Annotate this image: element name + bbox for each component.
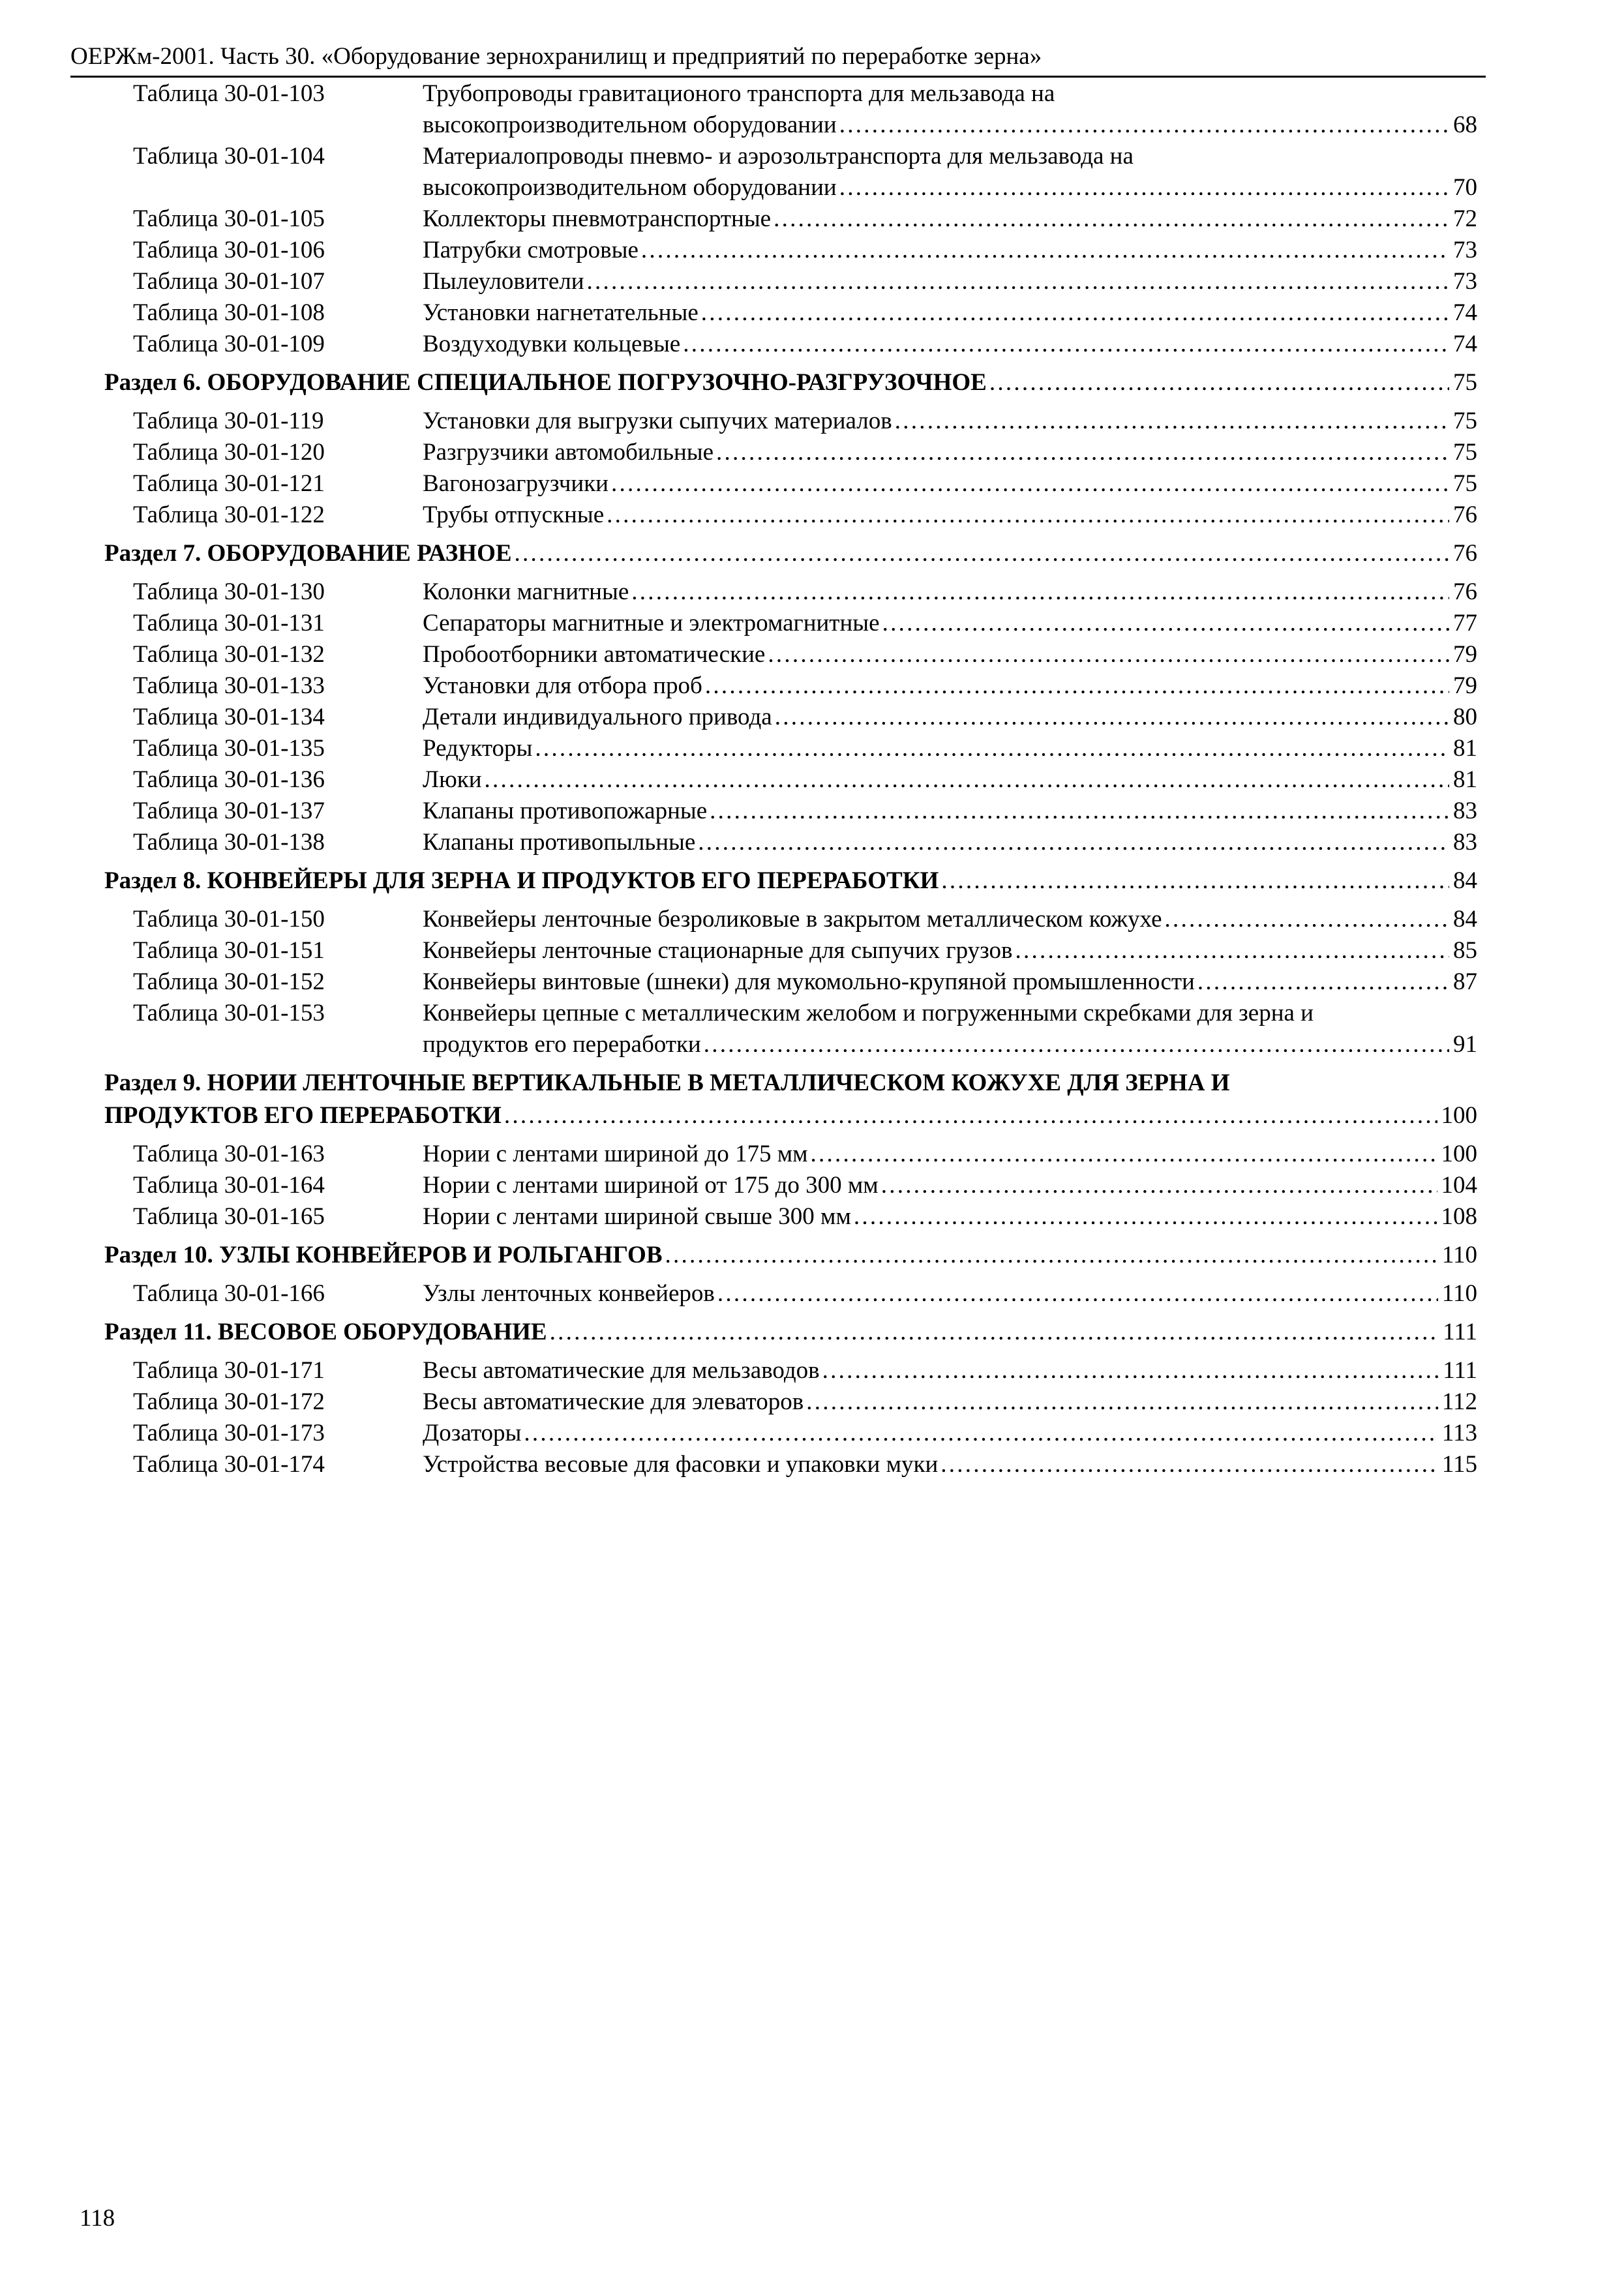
toc-entry-title-line: Воздуходувки кольцевые — [423, 331, 681, 357]
toc-table-label: Таблица 30-01-165 — [133, 1203, 325, 1230]
dot-leader — [882, 608, 1449, 639]
toc-entry[interactable] — [0, 702, 1624, 733]
toc-entry[interactable] — [0, 1170, 1624, 1201]
toc-table-label: Таблица 30-01-105 — [133, 205, 325, 232]
toc-page-ref: 74 — [1453, 299, 1477, 326]
dot-leader — [717, 1278, 1438, 1309]
toc-page-ref: 110 — [1441, 1242, 1477, 1268]
toc-entry-title-line: Весы автоматические для элеваторов — [423, 1388, 804, 1415]
dot-leader — [504, 1100, 1437, 1132]
running-header: ОЕРЖм-2001. Часть 30. «Оборудование зернохранилищ и предприятий по переработке зерна» — [70, 38, 1486, 78]
toc-section-title-line: Раздел 11. ВЕСОВОЕ ОБОРУДОВАНИЕ — [104, 1319, 547, 1345]
toc-entry[interactable] — [0, 297, 1624, 329]
toc-entry-title-line: Трубы отпускные — [423, 501, 605, 528]
toc-table-label: Таблица 30-01-132 — [133, 641, 325, 668]
toc-table-label: Таблица 30-01-163 — [133, 1141, 325, 1167]
toc-page-ref: 85 — [1453, 937, 1477, 964]
toc-section-heading[interactable] — [104, 865, 1477, 897]
toc-table-label: Таблица 30-01-137 — [133, 798, 325, 824]
toc-page-ref: 74 — [1453, 331, 1477, 357]
toc-table-label: Таблица 30-01-164 — [133, 1172, 325, 1199]
toc-page-ref: 81 — [1453, 735, 1477, 762]
toc-entry[interactable] — [0, 639, 1624, 670]
toc-entry[interactable] — [0, 576, 1624, 608]
toc-entry-title-line: Конвейеры винтовые (шнеки) для мукомольно-крупяной промышленности — [423, 968, 1195, 995]
dot-leader — [683, 329, 1449, 360]
toc-section-title-line: Раздел 9. НОРИИ ЛЕНТОЧНЫЕ ВЕРТИКАЛЬНЫЕ В МЕТАЛЛИЧЕСКОМ КОЖУХЕ ДЛЯ ЗЕРНА И — [104, 1070, 1230, 1096]
toc-entry[interactable] — [0, 1355, 1624, 1386]
table-of-contents — [0, 78, 1624, 1480]
dot-leader — [806, 1386, 1438, 1418]
toc-table-label: Таблица 30-01-172 — [133, 1388, 325, 1415]
dot-leader — [524, 1418, 1437, 1449]
toc-page-ref: 75 — [1453, 439, 1477, 466]
toc-page-ref: 76 — [1453, 540, 1477, 567]
toc-page-ref: 91 — [1453, 1031, 1477, 1058]
toc-table-label: Таблица 30-01-122 — [133, 501, 325, 528]
toc-page-ref: 76 — [1453, 578, 1477, 605]
toc-page-ref: 79 — [1453, 672, 1477, 699]
toc-page-ref: 83 — [1453, 829, 1477, 856]
toc-entry[interactable] — [0, 733, 1624, 764]
toc-page-ref: 73 — [1453, 268, 1477, 295]
toc-entry-title-line: Установки для выгрузки сыпучих материалов — [423, 408, 892, 434]
toc-entry-title-line: Нории с лентами шириной от 175 до 300 мм — [423, 1172, 879, 1199]
toc-section-heading[interactable] — [104, 1316, 1477, 1349]
toc-entry[interactable] — [0, 904, 1624, 935]
dot-leader — [895, 406, 1449, 437]
toc-table-label: Таблица 30-01-138 — [133, 829, 325, 856]
toc-entry[interactable] — [0, 406, 1624, 437]
dot-leader — [768, 639, 1449, 670]
dot-leader — [1197, 966, 1449, 998]
dot-leader — [665, 1239, 1438, 1272]
dot-leader — [854, 1201, 1437, 1233]
toc-table-label: Таблица 30-01-119 — [133, 408, 324, 434]
dot-leader — [515, 537, 1449, 570]
dot-leader — [774, 203, 1449, 235]
toc-page-ref: 70 — [1453, 174, 1477, 201]
toc-entry-title-line: Установки для отбора проб — [423, 672, 702, 699]
toc-section-heading[interactable] — [104, 367, 1477, 399]
toc-entry-title-line: продуктов его переработки — [423, 1031, 701, 1058]
page-number: 118 — [80, 2205, 115, 2232]
toc-entry-title-line: Конвейеры цепные с металлическим желобом и погруженными скребками для зерна и — [423, 1000, 1314, 1026]
toc-table-label: Таблица 30-01-152 — [133, 968, 325, 995]
toc-entry-title-line: Нории с лентами шириной свыше 300 мм — [423, 1203, 851, 1230]
toc-entry[interactable] — [0, 1201, 1624, 1233]
toc-table-label: Таблица 30-01-135 — [133, 735, 325, 762]
toc-section-title-line: Раздел 7. ОБОРУДОВАНИЕ РАЗНОЕ — [104, 540, 512, 567]
toc-entry[interactable] — [0, 1139, 1624, 1170]
toc-page-ref: 112 — [1441, 1388, 1477, 1415]
toc-entry-title-line: Детали индивидуального привода — [423, 704, 772, 730]
dot-leader — [631, 576, 1449, 608]
toc-page-ref: 77 — [1453, 610, 1477, 636]
toc-entry-title-line: Редукторы — [423, 735, 533, 762]
toc-page-ref: 115 — [1441, 1451, 1477, 1478]
toc-page-ref: 75 — [1453, 408, 1477, 434]
dot-leader — [1165, 904, 1449, 935]
dot-leader — [881, 1170, 1437, 1201]
toc-entry-title-line: Колонки магнитные — [423, 578, 629, 605]
dot-leader — [641, 235, 1449, 266]
toc-page-ref: 80 — [1453, 704, 1477, 730]
toc-entry[interactable] — [0, 764, 1624, 796]
toc-section-heading[interactable] — [104, 1067, 1477, 1132]
toc-entry[interactable] — [0, 437, 1624, 468]
toc-entry-title-line: Сепараторы магнитные и электромагнитные — [423, 610, 880, 636]
dot-leader — [989, 367, 1449, 399]
toc-table-label: Таблица 30-01-136 — [133, 766, 325, 793]
toc-page-ref: 84 — [1453, 906, 1477, 933]
toc-entry[interactable] — [0, 796, 1624, 827]
toc-table-label: Таблица 30-01-130 — [133, 578, 325, 605]
toc-page-ref: 104 — [1441, 1172, 1477, 1199]
toc-entry-title-line: Люки — [423, 766, 482, 793]
toc-entry[interactable] — [0, 266, 1624, 297]
toc-table-label: Таблица 30-01-106 — [133, 237, 325, 263]
toc-table-label: Таблица 30-01-151 — [133, 937, 325, 964]
toc-entry-title-line: высокопроизводительном оборудовании — [423, 174, 837, 201]
dot-leader — [839, 110, 1449, 141]
toc-entry-title-line: Установки нагнетательные — [423, 299, 699, 326]
dot-leader — [587, 266, 1449, 297]
toc-page-ref: 83 — [1453, 798, 1477, 824]
dot-leader — [535, 733, 1449, 764]
dot-leader — [485, 764, 1449, 796]
toc-page-ref: 84 — [1453, 867, 1477, 894]
toc-entry-title-line: Разгрузчики автомобильные — [423, 439, 714, 466]
dot-leader — [822, 1355, 1439, 1386]
toc-entry[interactable] — [0, 827, 1624, 858]
dot-leader — [550, 1316, 1439, 1349]
toc-entry-title-line: Коллекторы пневмотранспортные — [423, 205, 772, 232]
toc-table-label: Таблица 30-01-103 — [133, 80, 325, 107]
toc-page-ref: 76 — [1453, 501, 1477, 528]
dot-leader — [710, 796, 1449, 827]
toc-entry[interactable] — [0, 329, 1624, 360]
toc-entry-title-line: Материалопроводы пневмо- и аэрозольтранспорта для мельзавода на — [423, 143, 1134, 170]
toc-section-heading[interactable] — [104, 537, 1477, 570]
toc-page-ref: 81 — [1453, 766, 1477, 793]
toc-table-label: Таблица 30-01-173 — [133, 1420, 325, 1446]
toc-table-label: Таблица 30-01-166 — [133, 1280, 325, 1307]
toc-table-label: Таблица 30-01-174 — [133, 1451, 325, 1478]
toc-entry-title-line: Конвейеры ленточные безроликовые в закрытом металлическом кожухе — [423, 906, 1162, 933]
toc-entry-title-line: Нории с лентами шириной до 175 мм — [423, 1141, 808, 1167]
toc-page-ref: 113 — [1441, 1420, 1477, 1446]
toc-page-ref: 108 — [1441, 1203, 1477, 1230]
toc-page-ref: 68 — [1453, 112, 1477, 138]
toc-section-title-line: Раздел 8. КОНВЕЙЕРЫ ДЛЯ ЗЕРНА И ПРОДУКТОВ ЕГО ПЕРЕРАБОТКИ — [104, 867, 939, 894]
toc-table-label: Таблица 30-01-150 — [133, 906, 325, 933]
dot-leader — [698, 827, 1449, 858]
dot-leader — [607, 500, 1449, 531]
toc-entry[interactable] — [0, 468, 1624, 500]
toc-page-ref: 111 — [1443, 1319, 1477, 1345]
toc-entry-title-line: высокопроизводительном оборудовании — [423, 112, 837, 138]
toc-entry[interactable] — [0, 1449, 1624, 1480]
dot-leader — [611, 468, 1449, 500]
dot-leader — [705, 670, 1449, 702]
dot-leader — [811, 1139, 1437, 1170]
dot-leader — [941, 865, 1449, 897]
toc-entry[interactable] — [0, 998, 1624, 1060]
toc-page-ref: 73 — [1453, 237, 1477, 263]
toc-page-ref: 110 — [1441, 1280, 1477, 1307]
toc-entry-title-line: Патрубки смотровые — [423, 237, 639, 263]
toc-entry-title-line: Пылеуловители — [423, 268, 584, 295]
toc-entry[interactable] — [0, 141, 1624, 203]
toc-page-ref: 87 — [1453, 968, 1477, 995]
toc-entry-title-line: Конвейеры ленточные стационарные для сыпучих грузов — [423, 937, 1013, 964]
dot-leader — [775, 702, 1449, 733]
toc-page-ref: 72 — [1453, 205, 1477, 232]
toc-entry[interactable] — [0, 78, 1624, 141]
dot-leader — [940, 1449, 1438, 1480]
dot-leader — [704, 1029, 1449, 1060]
toc-table-label: Таблица 30-01-134 — [133, 704, 325, 730]
toc-entry[interactable] — [0, 608, 1624, 639]
dot-leader — [701, 297, 1449, 329]
toc-table-label: Таблица 30-01-109 — [133, 331, 325, 357]
toc-entry-title-line: Узлы ленточных конвейеров — [423, 1280, 715, 1307]
toc-section-title-line: ПРОДУКТОВ ЕГО ПЕРЕРАБОТКИ — [104, 1102, 502, 1129]
toc-entry[interactable] — [0, 235, 1624, 266]
toc-page-ref: 75 — [1453, 470, 1477, 497]
toc-page-ref: 100 — [1441, 1102, 1477, 1129]
toc-table-label: Таблица 30-01-153 — [133, 1000, 325, 1026]
toc-entry[interactable] — [0, 1418, 1624, 1449]
toc-table-label: Таблица 30-01-133 — [133, 672, 325, 699]
toc-entry-title-line: Устройства весовые для фасовки и упаковки муки — [423, 1451, 939, 1478]
toc-entry[interactable] — [0, 670, 1624, 702]
toc-page-ref: 79 — [1453, 641, 1477, 668]
toc-entry[interactable] — [0, 1278, 1624, 1309]
toc-entry-title-line: Дозаторы — [423, 1420, 522, 1446]
toc-entry[interactable] — [0, 500, 1624, 531]
toc-table-label: Таблица 30-01-104 — [133, 143, 325, 170]
toc-table-label: Таблица 30-01-107 — [133, 268, 325, 295]
toc-page-ref: 75 — [1453, 369, 1477, 396]
toc-table-label: Таблица 30-01-131 — [133, 610, 325, 636]
toc-entry-title-line: Трубопроводы гравитационого транспорта для мельзавода на — [423, 80, 1055, 107]
dot-leader — [716, 437, 1449, 468]
dot-leader — [1015, 935, 1449, 966]
toc-table-label: Таблица 30-01-108 — [133, 299, 325, 326]
toc-table-label: Таблица 30-01-121 — [133, 470, 325, 497]
toc-entry[interactable] — [0, 935, 1624, 966]
toc-entry-title-line: Клапаны противопожарные — [423, 798, 708, 824]
toc-entry[interactable] — [0, 1386, 1624, 1418]
toc-entry-title-line: Пробоотборники автоматические — [423, 641, 766, 668]
toc-entry-title-line: Вагонозагрузчики — [423, 470, 609, 497]
toc-page-ref: 100 — [1441, 1141, 1477, 1167]
toc-entry[interactable] — [0, 966, 1624, 998]
toc-page-ref: 111 — [1443, 1357, 1477, 1384]
toc-section-title-line: Раздел 10. УЗЛЫ КОНВЕЙЕРОВ И РОЛЬГАНГОВ — [104, 1242, 663, 1268]
dot-leader — [839, 172, 1449, 203]
toc-section-title-line: Раздел 6. ОБОРУДОВАНИЕ СПЕЦИАЛЬНОЕ ПОГРУЗОЧНО-РАЗГРУЗОЧНОЕ — [104, 369, 987, 396]
toc-entry-title-line: Весы автоматические для мельзаводов — [423, 1357, 820, 1384]
toc-section-heading[interactable] — [104, 1239, 1477, 1272]
toc-table-label: Таблица 30-01-120 — [133, 439, 325, 466]
toc-entry-title-line: Клапаны противопыльные — [423, 829, 696, 856]
toc-table-label: Таблица 30-01-171 — [133, 1357, 325, 1384]
toc-entry[interactable] — [0, 203, 1624, 235]
